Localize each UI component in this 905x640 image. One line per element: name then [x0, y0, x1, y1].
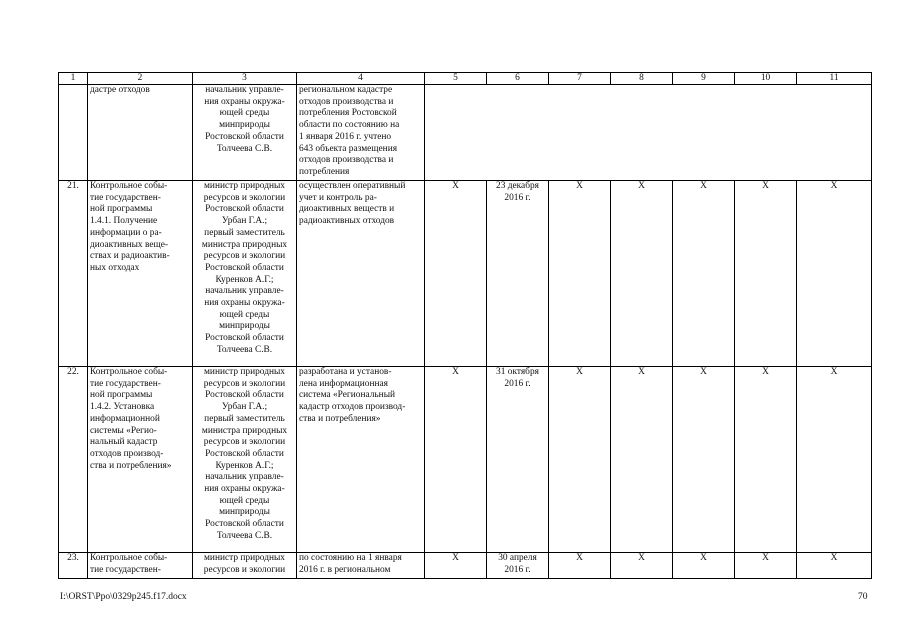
- text-line: первый заместитель: [204, 413, 285, 424]
- mark-cell: X: [673, 181, 735, 367]
- column-number: 4: [297, 73, 425, 85]
- mark-cell: X: [797, 181, 872, 367]
- mark-cell: X: [611, 367, 673, 553]
- mark-cell: X: [425, 553, 487, 579]
- column-number: 6: [487, 73, 549, 85]
- text-line: Куренков А.Г.;: [215, 274, 274, 285]
- column-number: 11: [797, 73, 872, 85]
- text-line: начальник управле-: [205, 472, 284, 483]
- text-line: 31 октября: [496, 367, 539, 377]
- page-number: 70: [858, 592, 868, 602]
- column-number: 8: [611, 73, 673, 85]
- date-cell: [487, 181, 549, 367]
- text-line: министра природных: [201, 239, 288, 250]
- table-row: [59, 367, 872, 553]
- mark-cell: X: [425, 367, 487, 553]
- text-line: ной программы: [90, 390, 153, 401]
- text-line: Контрольное собы-: [90, 553, 168, 563]
- text-line: тие государствен-: [90, 564, 161, 575]
- column-number: 1: [59, 73, 88, 85]
- text-line: Ростовской области: [205, 333, 284, 344]
- text-line: ния охраны окружа-: [204, 96, 285, 107]
- text-line: министра природных: [201, 425, 288, 436]
- mark-cell: X: [673, 367, 735, 553]
- column-number: 10: [735, 73, 797, 85]
- responsible-cell: [193, 367, 297, 553]
- row-number-cell: [59, 85, 88, 181]
- text-line: ющей среды: [219, 108, 270, 119]
- text-line: 30 апреля: [498, 553, 537, 563]
- text-line: начальник управле-: [205, 286, 284, 297]
- mark-cell: X: [735, 553, 797, 579]
- responsible-cell: [193, 85, 297, 181]
- text-line: Ростовской области: [205, 262, 284, 273]
- text-line: региональном кадастре: [299, 85, 393, 95]
- table-row: [59, 553, 872, 579]
- result-cell: [297, 181, 425, 367]
- text-line: 1.4.2. Установка: [90, 402, 155, 413]
- text-line: Контрольное собы-: [90, 181, 168, 191]
- text-line: информации о ра-: [90, 227, 162, 238]
- table-row-continuation: [59, 85, 872, 181]
- text-line: Куренков А.Г.;: [215, 460, 274, 471]
- table-row: [59, 181, 872, 367]
- column-number: 5: [425, 73, 487, 85]
- text-line: минприроды: [219, 120, 270, 131]
- text-line: ресурсов и экологии: [203, 564, 286, 575]
- mark-cell: X: [425, 181, 487, 367]
- responsible-cell: [193, 553, 297, 579]
- text-line: тие государствен-: [90, 192, 161, 203]
- text-line: лена информационная: [299, 378, 388, 389]
- text-line: отходов производства и: [299, 96, 394, 107]
- text-line: 2016 г.: [504, 192, 531, 203]
- text-line: кадастр отходов производ-: [299, 402, 406, 413]
- mark-cell: X: [549, 181, 611, 367]
- text-line: министр природных: [204, 181, 285, 191]
- text-line: Ростовской области: [205, 204, 284, 215]
- text-line: начальник управле-: [205, 85, 284, 95]
- column-number: 2: [88, 73, 193, 85]
- date-cell: [487, 553, 549, 579]
- result-cell: [297, 367, 425, 553]
- text-line: Толчеева С.В.: [216, 530, 273, 541]
- text-line: Ростовской области: [205, 519, 284, 530]
- event-name-cell: [88, 367, 193, 553]
- text-line: ресурсов и экологии: [203, 192, 286, 203]
- mark-cell: X: [735, 367, 797, 553]
- text-line: отходов производства и: [299, 155, 394, 166]
- text-line: 2016 г.: [504, 564, 531, 575]
- text-line: 1 января 2016 г. учтено: [299, 131, 392, 142]
- date-cell: [487, 367, 549, 553]
- column-number: 9: [673, 73, 735, 85]
- mark-cell: X: [611, 181, 673, 367]
- mark-cell: X: [611, 553, 673, 579]
- text-line: 23 декабря: [496, 181, 539, 191]
- empty-cell: [425, 85, 872, 181]
- text-line: дастре отходов: [90, 85, 150, 95]
- text-line: системы «Регио-: [90, 425, 157, 436]
- text-line: радиоактивных отходов: [299, 216, 395, 227]
- text-line: ствах и радиоактив-: [90, 251, 170, 262]
- text-line: ресурсов и экологии: [203, 251, 286, 262]
- text-line: первый заместитель: [204, 227, 285, 238]
- text-line: ной программы: [90, 204, 153, 215]
- result-cell: [297, 85, 425, 181]
- text-line: ства и потребления»: [90, 460, 172, 471]
- text-line: 2016 г. в региональном: [299, 564, 391, 575]
- text-line: министр природных: [204, 553, 285, 563]
- text-line: разработана и установ-: [299, 367, 392, 377]
- column-number: 7: [549, 73, 611, 85]
- text-line: министр природных: [204, 367, 285, 377]
- mark-cell: X: [673, 553, 735, 579]
- text-line: информационной: [90, 413, 160, 424]
- text-line: ных отходах: [90, 262, 140, 273]
- event-name-cell: [88, 85, 193, 181]
- text-line: потребления: [299, 166, 350, 177]
- text-line: ресурсов и экологии: [203, 378, 286, 389]
- text-line: Ростовской области: [205, 390, 284, 401]
- text-line: ния охраны окружа-: [204, 298, 285, 309]
- result-cell: [297, 553, 425, 579]
- event-name-cell: [88, 181, 193, 367]
- text-line: Ростовской области: [205, 448, 284, 459]
- mark-cell: X: [549, 553, 611, 579]
- text-line: система «Региональный: [299, 390, 396, 401]
- row-number-cell: 22.: [59, 367, 88, 553]
- text-line: диоактивных веще-: [90, 239, 168, 250]
- text-line: потребления Ростовской: [299, 108, 397, 119]
- mark-cell: X: [797, 367, 872, 553]
- mark-cell: X: [797, 553, 872, 579]
- text-line: ющей среды: [219, 495, 270, 506]
- column-number-row: [59, 73, 872, 85]
- text-line: диоактивных веществ и: [299, 204, 395, 215]
- text-line: осуществлен оперативный: [299, 181, 406, 191]
- responsible-cell: [193, 181, 297, 367]
- text-line: по состоянию на 1 января: [299, 553, 402, 563]
- text-line: ства и потребления»: [299, 413, 381, 424]
- text-line: учет и контроль ра-: [299, 192, 377, 203]
- text-line: минприроды: [219, 321, 270, 332]
- text-line: тие государствен-: [90, 378, 161, 389]
- row-number-cell: 21.: [59, 181, 88, 367]
- text-line: отходов производ-: [90, 448, 164, 459]
- text-line: ющей среды: [219, 309, 270, 320]
- events-table: [58, 72, 872, 579]
- text-line: ния охраны окружа-: [204, 484, 285, 495]
- text-line: нальный кадастр: [90, 437, 158, 448]
- column-number: 3: [193, 73, 297, 85]
- text-line: минприроды: [219, 507, 270, 518]
- event-name-cell: [88, 553, 193, 579]
- text-line: ресурсов и экологии: [203, 437, 286, 448]
- text-line: Ростовской области: [205, 131, 284, 142]
- text-line: области по состоянию на: [299, 120, 400, 131]
- text-line: Урбан Г.А.;: [221, 402, 268, 413]
- footer-file-path: I:\ORST\Ppo\0329p245.f17.docx: [60, 592, 187, 602]
- text-line: Толчеева С.В.: [216, 344, 273, 355]
- text-line: 1.4.1. Получение: [90, 216, 158, 227]
- mark-cell: X: [735, 181, 797, 367]
- text-line: 2016 г.: [504, 378, 531, 389]
- text-line: Толчеева С.В.: [216, 143, 273, 154]
- mark-cell: X: [549, 367, 611, 553]
- text-line: Контрольное собы-: [90, 367, 168, 377]
- text-line: 643 объекта размещения: [299, 143, 398, 154]
- row-number-cell: 23.: [59, 553, 88, 579]
- text-line: Урбан Г.А.;: [221, 216, 268, 227]
